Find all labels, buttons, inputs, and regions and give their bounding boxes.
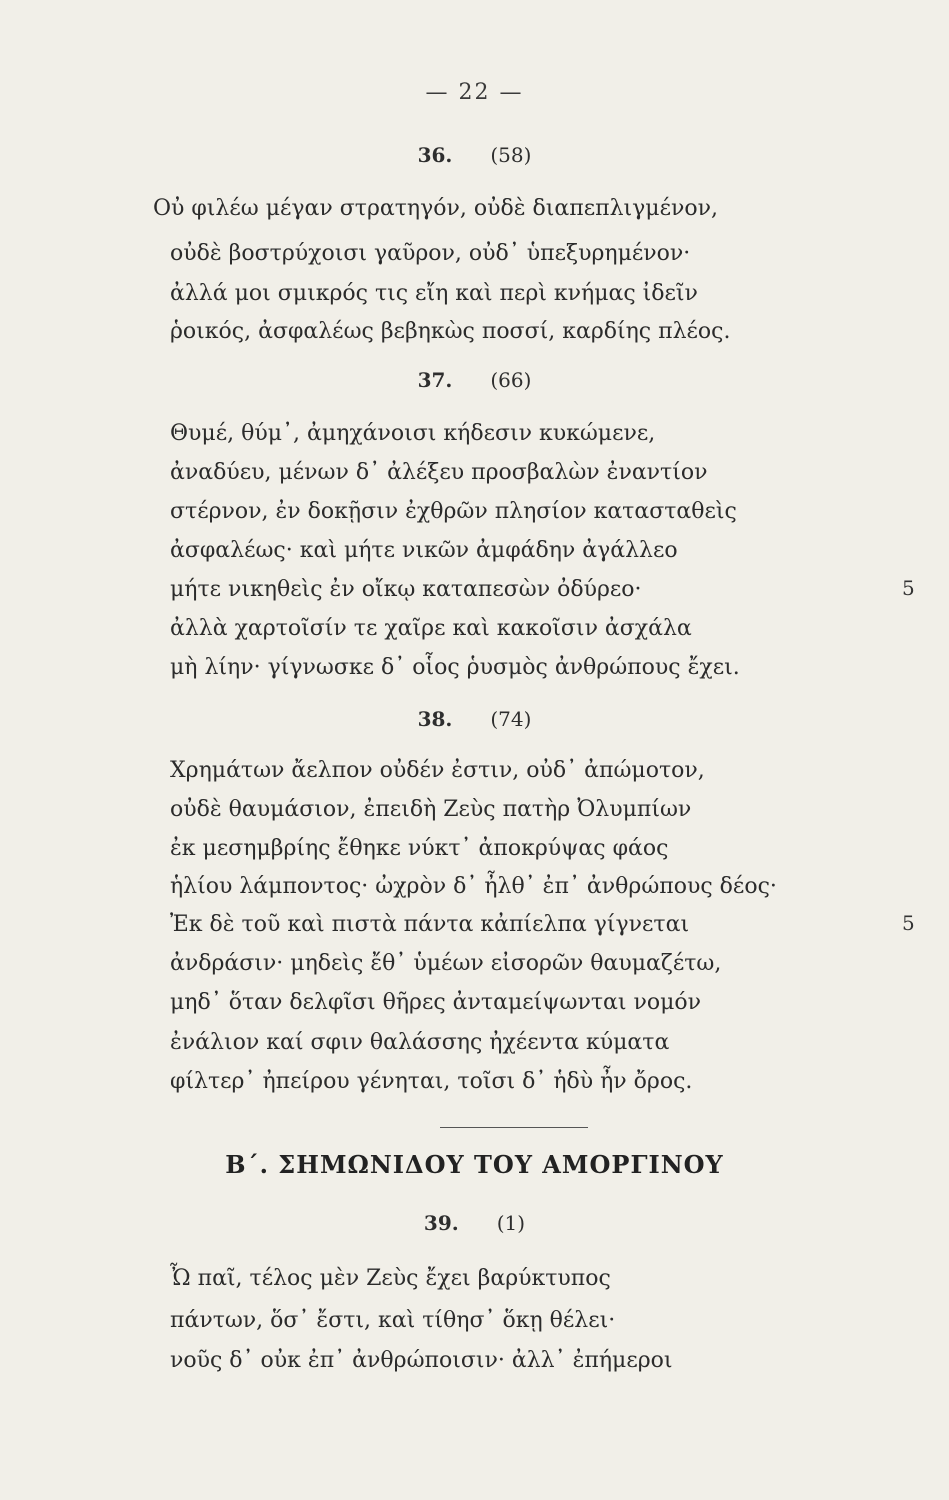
page-number: — 22 —: [425, 80, 524, 105]
verse-line: οὐδὲ βοστρύχοισι γαῦρον, οὐδ᾿ ὑπεξυρημένον·: [170, 241, 691, 266]
verse-line: ῥοικός, ἀσφαλέως βεβηκὼς ποσσί, καρδίης πλέος.: [170, 319, 731, 344]
poem-reference: (1): [496, 1211, 526, 1235]
verse-line: οὐδὲ θαυμάσιον, ἐπειδὴ Ζεὺς πατὴρ Ὀλυμπίων: [170, 797, 692, 822]
verse-line: ἡλίου λάμποντος· ὠχρὸν δ᾿ ἦλθ᾿ ἐπ᾿ ἀνθρώπους δέος·: [170, 874, 777, 899]
verse-line: πάντων, ὅσ᾿ ἔστι, καὶ τίθησ᾿ ὅκῃ θέλει·: [170, 1308, 616, 1333]
verse-line: Θυμέ, θύμ᾿, ἀμηχάνοισι κήδεσιν κυκώμενε,: [170, 421, 656, 446]
verse-line: ἀνδράσιν· μηδεὶς ἔθ᾿ ὑμέων εἰσορῶν θαυμαζέτω,: [170, 951, 722, 976]
poem-number: 36.: [417, 143, 453, 167]
verse-line: Ἐκ δὲ τοῦ καὶ πιστὰ πάντα κἀπίελπα γίγνεται: [170, 912, 690, 937]
verse-line: Οὐ φιλέω μέγαν στρατηγόν, οὐδὲ διαπεπλιγμένον,: [153, 196, 718, 221]
line-count-marker: 5: [902, 911, 915, 935]
poem-reference: (66): [490, 368, 532, 392]
poem-heading: [0, 707, 949, 731]
poem-number: 38.: [417, 707, 453, 731]
verse-line: ἐνάλιον καί σφιν θαλάσσης ἠχέεντα κύματα: [170, 1030, 670, 1055]
section-title: Β΄. ΣΗΜΩΝΙΔΟΥ ΤΟΥ ΑΜΟΡΓΙΝΟΥ: [225, 1150, 724, 1179]
line-count-marker: 5: [902, 576, 915, 600]
poem-number: 37.: [417, 368, 453, 392]
verse-line: ἀναδύευ, μένων δ᾿ ἀλέξευ προσβαλὼν ἐναντίον: [170, 460, 708, 485]
poem-heading: [0, 143, 949, 167]
verse-line: ἐκ μεσημβρίης ἔθηκε νύκτ᾿ ἀποκρύψας φάος: [170, 836, 669, 861]
verse-line: νοῦς δ᾿ οὐκ ἐπ᾿ ἀνθρώποισιν· ἀλλ᾿ ἐπήμεροι: [170, 1348, 673, 1373]
section-divider: [440, 1127, 588, 1128]
verse-line: ἀλλὰ χαρτοῖσίν τε χαῖρε καὶ κακοῖσιν ἀσχάλα: [170, 616, 692, 641]
poem-heading: [0, 1211, 949, 1235]
verse-line: φίλτερ᾿ ἠπείρου γένηται, τοῖσι δ᾿ ἡδὺ ἦν ὄρος.: [170, 1069, 693, 1094]
verse-line: ἀλλά μοι σμικρός τις εἴη καὶ περὶ κνήμας ἰδεῖν: [170, 281, 698, 306]
poem-number: 39.: [423, 1211, 459, 1235]
verse-line: μὴ λίην· γίγνωσκε δ᾿ οἷος ῥυσμὸς ἀνθρώπους ἔχει.: [170, 655, 740, 680]
poem-heading: [0, 368, 949, 392]
verse-line: στέρνον, ἐν δοκῇσιν ἐχθρῶν πλησίον κατασταθεὶς: [170, 499, 737, 524]
verse-line: μηδ᾿ ὅταν δελφῖσι θῆρες ἀνταμείψωνται νομόν: [170, 990, 702, 1015]
verse-line: ἀσφαλέως· καὶ μήτε νικῶν ἀμφάδην ἀγάλλεο: [170, 538, 678, 563]
poem-reference: (74): [490, 707, 532, 731]
verse-line: μήτε νικηθεὶς ἐν οἴκῳ καταπεσὼν ὀδύρεο·: [170, 577, 642, 602]
verse-line: Ὦ παῖ, τέλος μὲν Ζεὺς ἔχει βαρύκτυπος: [170, 1266, 611, 1291]
verse-line: Χρημάτων ἄελπον οὐδέν ἐστιν, οὐδ᾿ ἀπώμοτον,: [170, 758, 705, 783]
poem-reference: (58): [490, 143, 532, 167]
